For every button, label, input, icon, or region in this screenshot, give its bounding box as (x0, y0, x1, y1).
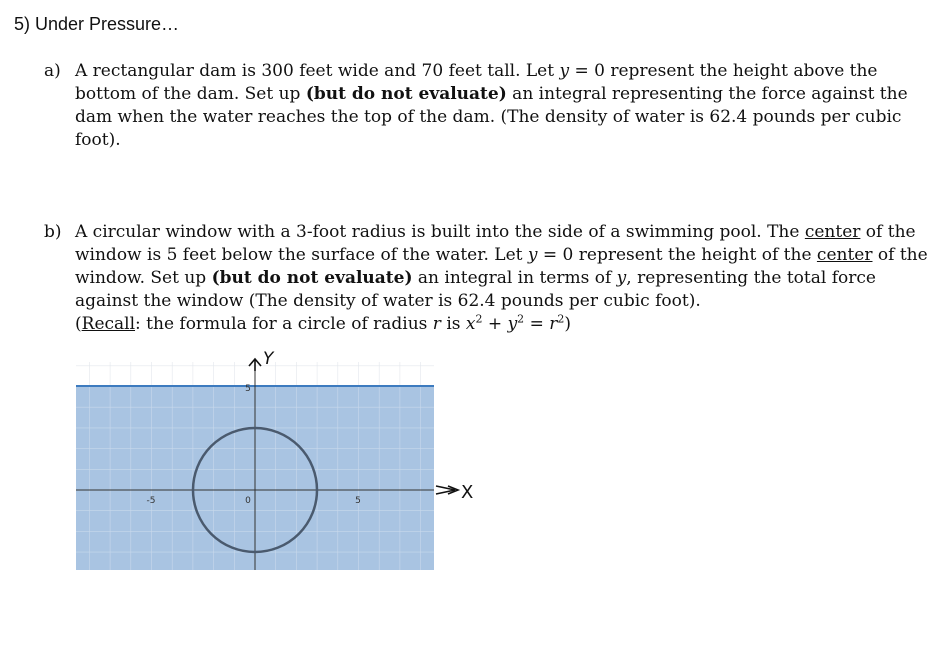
part-b-line-3: window. Set up (but do not evaluate) an integral in terms of y, representing the total force (75, 268, 876, 288)
part-b-line-1: A circular window with a 3-foot radius is built into the side of a swimming pool. The center of the (75, 222, 916, 242)
x-axis-label: X (461, 482, 474, 503)
part-a-line-1: A rectangular dam is 300 feet wide and 70 feet tall. Let y = 0 represent the height above the (75, 61, 878, 81)
part-a-line-4: foot). (75, 130, 121, 150)
part-a-line-2: bottom of the dam. Set up (but do not evaluate) an integral representing the force against the (75, 84, 908, 104)
part-a-label: a) (44, 61, 61, 81)
part-a-line-3: dam when the water reaches the top of the dam. (The density of water is 62.4 pounds per cubic (75, 107, 902, 127)
part-b-line-5: (Recall: the formula for a circle of radius r is $x^2 + y^2 = r^2$) (75, 312, 572, 334)
tick-label-y5: 5 (245, 384, 251, 394)
part-b-line-2: window is 5 feet below the surface of the water. Let y = 0 represent the height of the center of the (75, 245, 928, 265)
part-b-line-4: against the window (The density of water is 62.4 pounds per cubic foot). (75, 291, 701, 311)
tick-label-5: 5 (355, 496, 361, 506)
problem-heading: 5) Under Pressure… (14, 14, 180, 34)
tick-label-neg5: -5 (146, 496, 156, 506)
part-b-label: b) (44, 222, 62, 242)
tick-label-0: 0 (245, 496, 251, 506)
y-axis-label: Y (263, 349, 274, 369)
